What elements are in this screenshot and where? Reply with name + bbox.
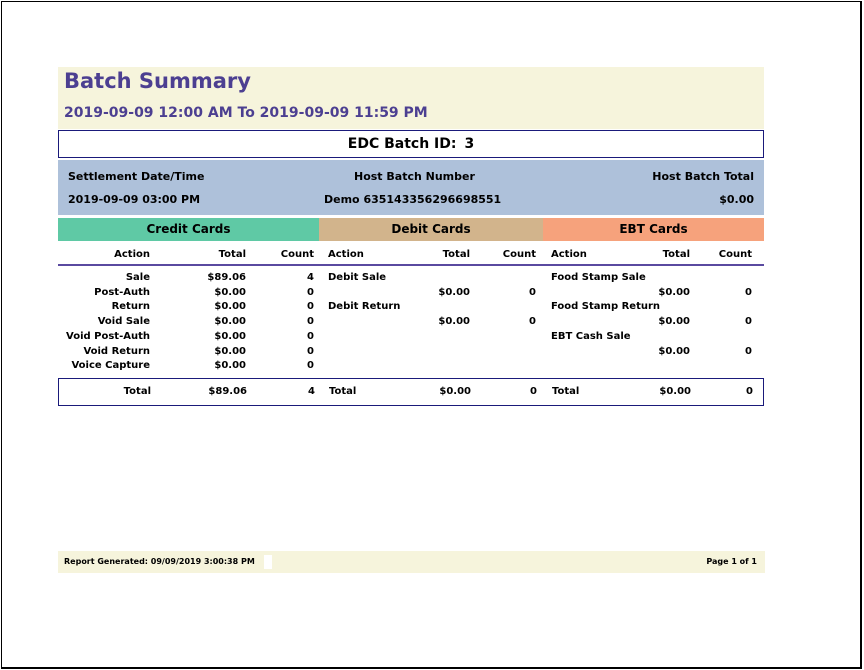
ebt-row-action: Food Stamp Return [551, 301, 661, 312]
date-range: 2019-09-09 12:00 AM To 2019-09-09 11:59 PM [64, 105, 428, 121]
debit-row-total: $0.00 [438, 287, 470, 298]
host-batch-total-label: Host Batch Total [652, 170, 754, 183]
credit-total-label: Total [123, 386, 151, 397]
report-title: Batch Summary [64, 69, 251, 93]
footer-spacer [264, 555, 272, 569]
ebt-total-header: Total [662, 249, 690, 260]
ebt-row-count: 0 [745, 316, 752, 327]
debit-action-header: Action [328, 249, 364, 260]
host-batch-number-label: Host Batch Number [354, 170, 475, 183]
credit-row-action: Void Sale [97, 316, 150, 327]
settlement-value: 2019-09-09 03:00 PM [68, 193, 201, 206]
debit-total-label: Total [329, 386, 357, 397]
debit-count-value: 0 [530, 386, 537, 397]
credit-row-total: $0.00 [214, 331, 246, 342]
debit-row-action: Debit Return [328, 301, 401, 312]
debit-row-action: Debit Sale [328, 272, 387, 283]
batch-id-value: 3 [464, 136, 475, 152]
host-info-band [58, 160, 764, 215]
credit-total-header: Total [218, 249, 246, 260]
credit-row-count: 0 [307, 346, 314, 357]
totals-row [58, 378, 764, 406]
ebt-row-total: $0.00 [658, 316, 690, 327]
batch-id-box [58, 130, 764, 158]
debit-row-total: $0.00 [438, 316, 470, 327]
report-page [58, 67, 764, 397]
debit-row-count: 0 [529, 287, 536, 298]
ebt-row-action: EBT Cash Sale [551, 331, 631, 342]
report-generated: Report Generated: 09/09/2019 3:00:38 PM [64, 557, 255, 566]
credit-cards-header: Credit Cards [58, 218, 319, 241]
batch-id-label: EDC Batch ID: [347, 136, 457, 152]
credit-row-total: $89.06 [207, 272, 246, 283]
ebt-row-count: 0 [745, 346, 752, 357]
credit-total-value: $89.06 [208, 386, 247, 397]
credit-row-total: $0.00 [214, 301, 246, 312]
credit-row-count: 0 [307, 287, 314, 298]
page-number: Page 1 of 1 [706, 557, 757, 566]
credit-count-header: Count [280, 249, 314, 260]
header-divider [58, 264, 764, 266]
debit-cards-header: Debit Cards [319, 218, 543, 241]
credit-row-action: Void Return [83, 346, 150, 357]
title-area [58, 67, 764, 129]
ebt-total-label: Total [552, 386, 580, 397]
credit-row-action: Void Post-Auth [66, 331, 150, 342]
credit-row-action: Sale [125, 272, 150, 283]
credit-row-count: 0 [307, 360, 314, 371]
credit-row-count: 0 [307, 316, 314, 327]
debit-row-count: 0 [529, 316, 536, 327]
ebt-row-total: $0.00 [658, 287, 690, 298]
credit-row-total: $0.00 [214, 287, 246, 298]
debit-total-header: Total [442, 249, 470, 260]
debit-total-value: $0.00 [439, 386, 471, 397]
credit-row-total: $0.00 [214, 360, 246, 371]
ebt-count-value: 0 [746, 386, 753, 397]
ebt-cards-header: EBT Cards [543, 218, 764, 241]
credit-row-action: Post-Auth [94, 287, 150, 298]
credit-row-count: 4 [307, 272, 314, 283]
ebt-row-total: $0.00 [658, 346, 690, 357]
ebt-row-action: Food Stamp Sale [551, 272, 646, 283]
credit-row-count: 0 [307, 331, 314, 342]
credit-count-value: 4 [308, 386, 315, 397]
debit-count-header: Count [502, 249, 536, 260]
host-batch-total-value: $0.00 [719, 193, 754, 206]
credit-action-header: Action [114, 249, 150, 260]
credit-row-action: Voice Capture [71, 360, 150, 371]
card-category-band [58, 218, 764, 241]
credit-row-total: $0.00 [214, 316, 246, 327]
credit-row-action: Return [111, 301, 150, 312]
host-batch-number-value: Demo 635143356296698551 [324, 193, 502, 206]
ebt-row-count: 0 [745, 287, 752, 298]
report-footer [58, 551, 765, 573]
credit-row-count: 0 [307, 301, 314, 312]
ebt-action-header: Action [551, 249, 587, 260]
credit-row-total: $0.00 [214, 346, 246, 357]
settlement-label: Settlement Date/Time [68, 170, 205, 183]
ebt-total-value: $0.00 [659, 386, 691, 397]
ebt-count-header: Count [718, 249, 752, 260]
